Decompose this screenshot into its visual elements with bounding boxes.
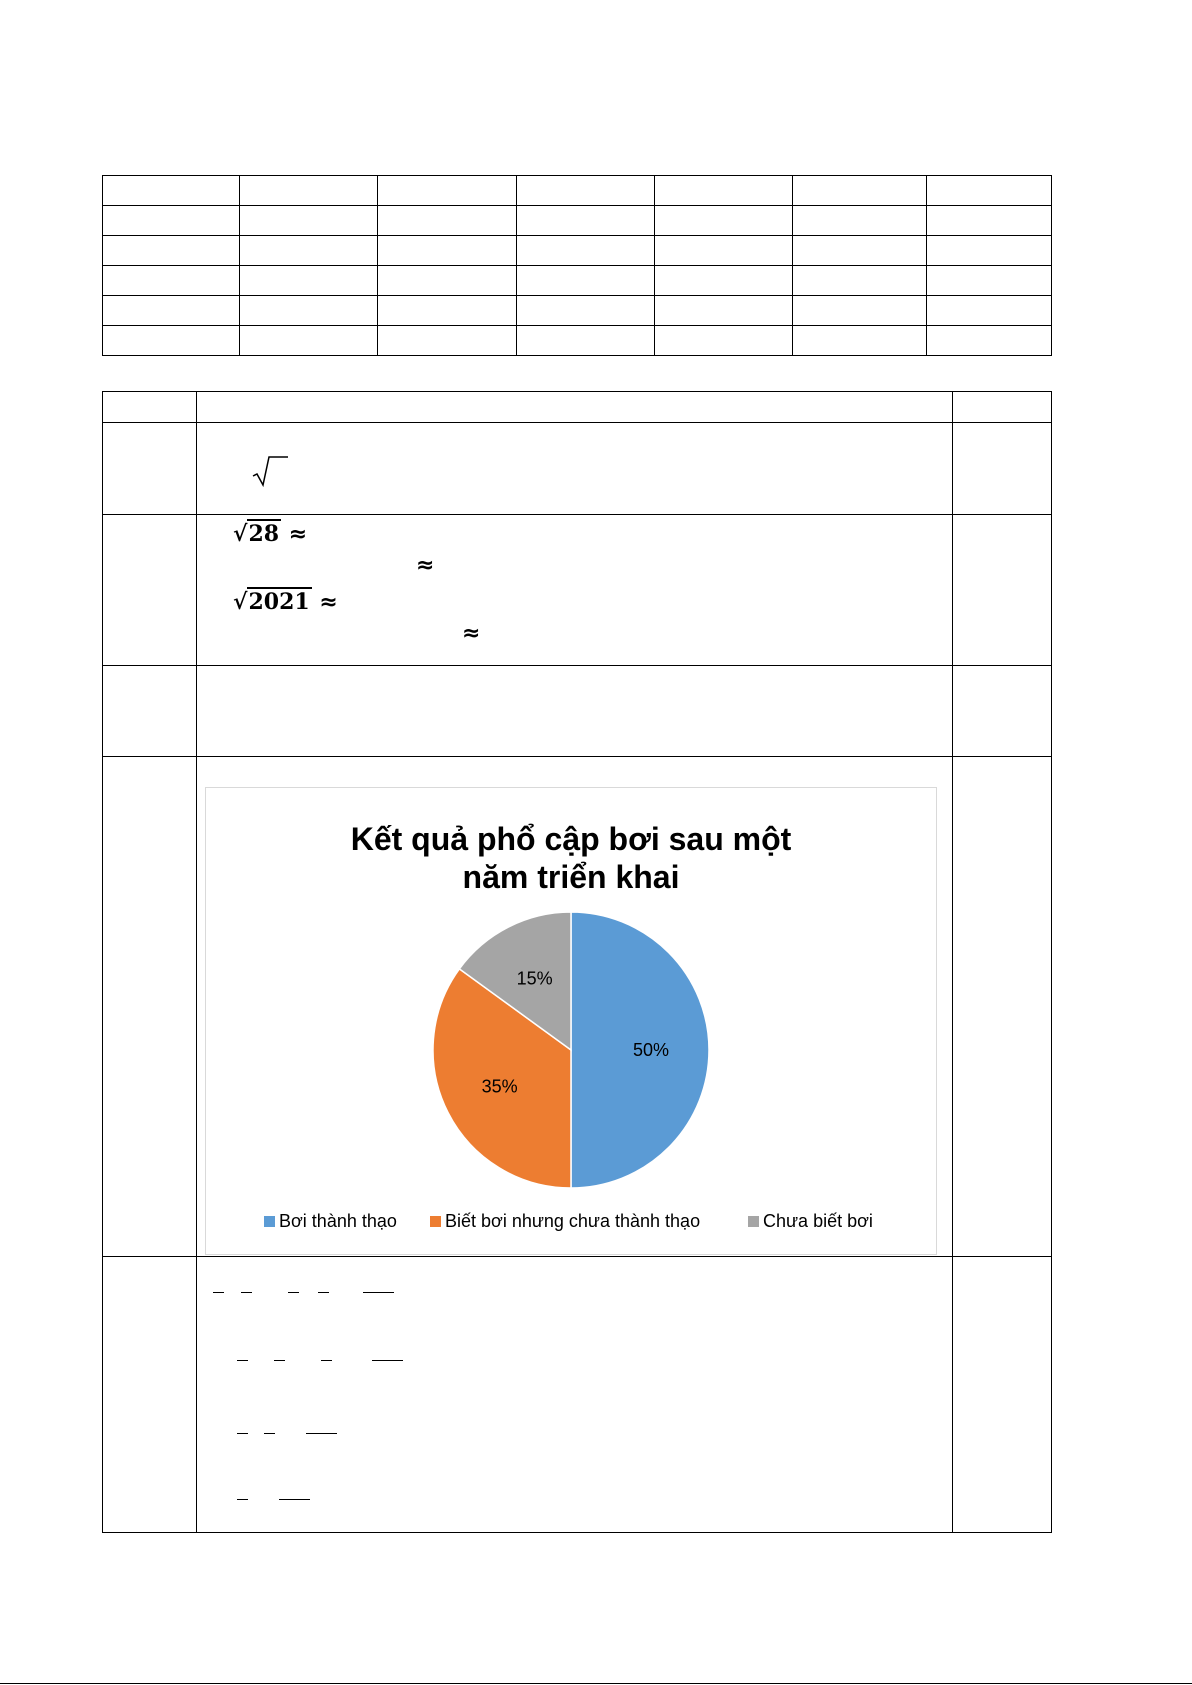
table-row — [103, 326, 1052, 356]
table-row — [103, 236, 1052, 266]
approx-sign: ≈ — [288, 522, 308, 547]
fraction-bar — [288, 1292, 299, 1293]
radicand-28: 28 — [248, 521, 280, 547]
fraction-bar — [363, 1292, 394, 1293]
slice-data-label: 15% — [516, 968, 553, 989]
approx-sign: ≈ — [319, 590, 338, 615]
fraction-bar — [237, 1360, 248, 1361]
fraction-bar — [264, 1433, 275, 1434]
fraction-bar — [318, 1292, 329, 1293]
slice-data-label: 50% — [633, 1040, 670, 1060]
legend-swatch — [748, 1216, 759, 1227]
sqrt-28-expression: √28 ≈ — [233, 521, 308, 547]
radicand-2021: 2021 — [248, 589, 310, 615]
legend-swatch — [264, 1216, 275, 1227]
table-row — [103, 666, 1052, 757]
header-row — [103, 392, 1052, 423]
approx-sign: ≈ — [416, 553, 435, 578]
table-row — [103, 423, 1052, 515]
answer-table — [102, 391, 1052, 1533]
fraction-bar — [279, 1499, 310, 1500]
fraction-bar — [237, 1499, 248, 1500]
fraction-bar — [213, 1292, 224, 1293]
chart-title-line-1: Kết quả phổ cập bơi sau một — [350, 821, 792, 857]
pie-chart — [205, 787, 937, 1255]
fraction-bar — [241, 1292, 252, 1293]
legend-label: Biết bơi nhưng chưa thành thạo — [445, 1211, 701, 1231]
fraction-bar — [372, 1360, 403, 1361]
fraction-bar — [306, 1433, 337, 1434]
fraction-bar — [274, 1360, 285, 1361]
legend-label: Chưa biết bơi — [763, 1211, 873, 1231]
table-row — [103, 266, 1052, 296]
approx-sign: ≈ — [462, 621, 481, 646]
fraction-bar — [237, 1433, 248, 1434]
chart-title-line-2: năm triển khai — [462, 859, 680, 895]
table-row — [103, 1257, 1052, 1533]
table-row — [103, 296, 1052, 326]
sqrt-2021-expression: √2021 ≈ — [233, 589, 338, 615]
chart-row — [103, 757, 1052, 1257]
pie-chart-svg — [206, 788, 936, 1254]
slice-data-label: 35% — [481, 1076, 518, 1097]
table-row — [103, 206, 1052, 236]
legend-label: Bơi thành thạo — [279, 1211, 397, 1231]
table-row — [103, 176, 1052, 206]
fraction-bar — [321, 1360, 332, 1361]
empty-score-table — [102, 175, 1052, 356]
sqrt-symbol-icon — [252, 455, 288, 487]
page-bottom-rule — [0, 1683, 1192, 1684]
legend-swatch — [430, 1216, 441, 1227]
table-row — [103, 515, 1052, 666]
